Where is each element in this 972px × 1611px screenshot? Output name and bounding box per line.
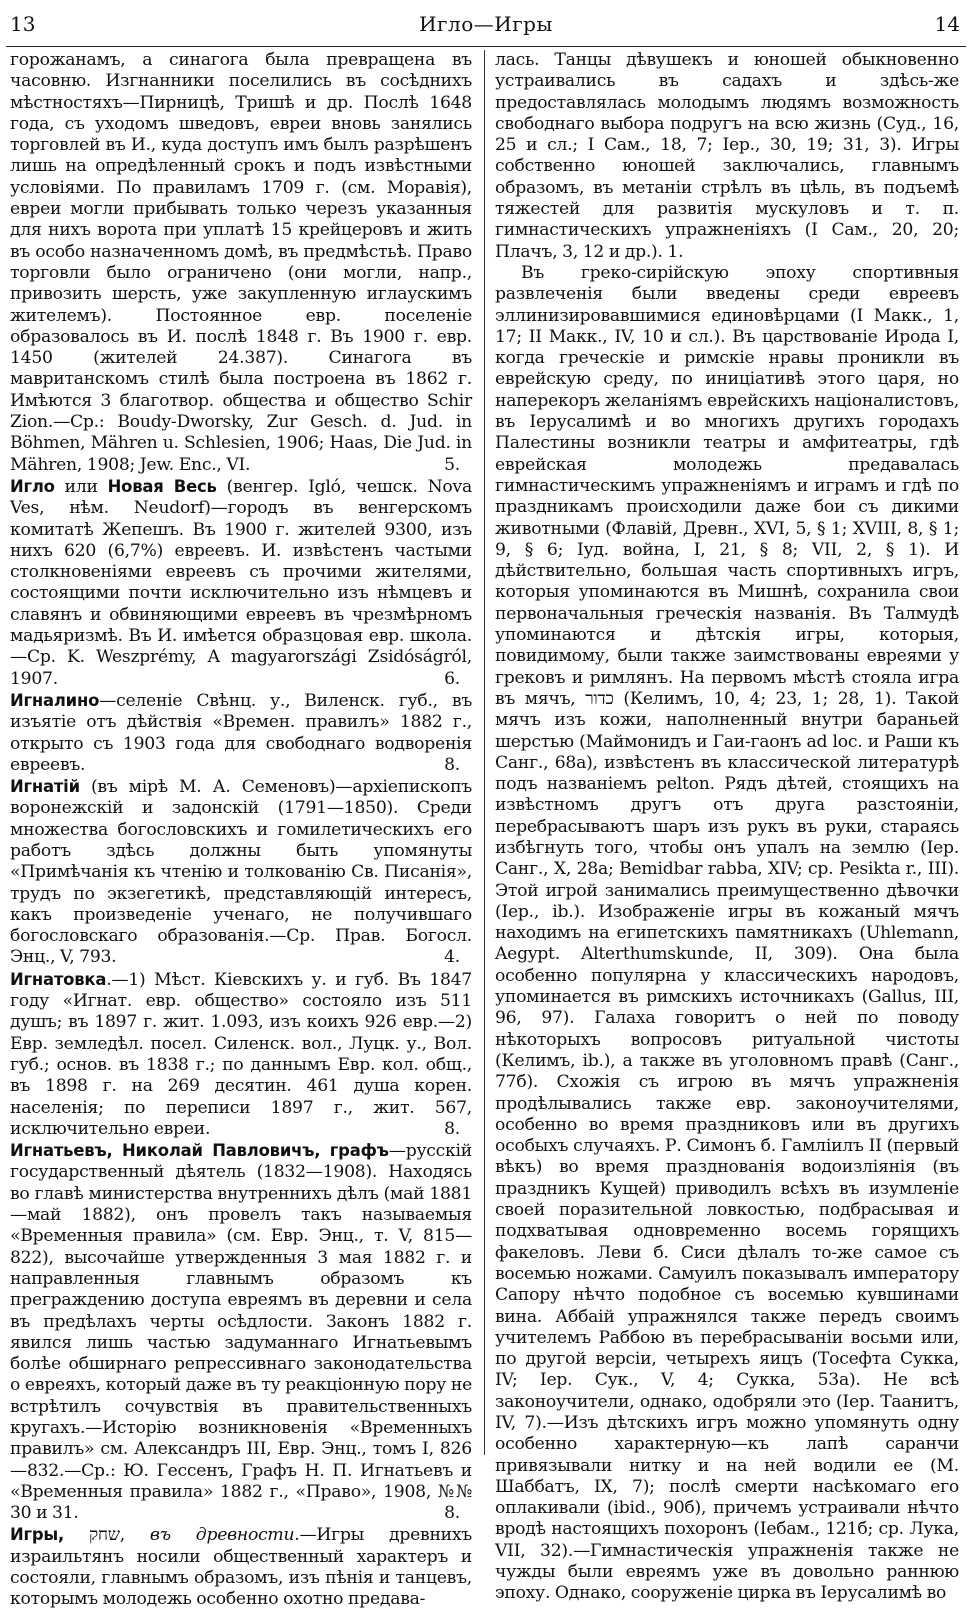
left-column [10,50,472,1610]
page-number-left: 13 [10,12,36,36]
article-ignalino [10,690,472,776]
running-header [0,12,972,42]
article-text: .—Игры древнихъ израильтянъ носили общественный характеръ и состояли, главнымъ образомъ, изъ пѣнія и танцевъ, которымъ молодежь особенно охотно предава- [10,1525,472,1610]
author-mark: 4. [444,947,460,968]
article-iglo [10,476,472,690]
author-mark: 8. [444,1118,460,1139]
headword: Игнатій [10,777,80,797]
author-mark: 8. [444,1503,460,1524]
article-text: (въ мірѣ М. А. Семеновъ)—архіепископъ воронежскій и задонскій (1791—1850). Среди множества богословскихъ и гомилетическихъ его работъ здѣсь должны быть упомянуты «Примѣчанія къ чтенію и толкованію Св. Писанія», трудъ по экзегетикѣ, представляющій интересъ, какъ произведеніе ученаго, не получившаго богословскаго образованія.—Ср. Прав. Богосл. Энц., V, 793. [10,777,472,968]
column-divider [484,50,485,1455]
author-mark: 5. [444,454,460,475]
article-text: (венгер. Igló, чешск. Nova Ves, нѣм. Neudorf)—городъ въ венгерскомъ комитатѣ Жепешъ. Въ 1900 г. жителей 9300, изъ нихъ 620 (6,7%) евреевъ. И. извѣстенъ частыми столкновеніями евреевъ съ прочими жителями, состоящими почти исключительно изъ нѣмцевъ и славянъ и обвиняющими евреевъ въ чрезмѣрномъ мадьяризмѣ. Въ И. имѣется образцовая евр. школа.—Ср. K. Weszprémy, A magyarországi Zsidóságról, 1907. [10,476,472,689]
header-rule [6,46,966,47]
right-column [495,50,959,1604]
author-mark: 8. [444,754,460,775]
author-mark: 6. [444,668,460,689]
headword: Игналино [10,690,100,710]
headword-variant: Новая Весь [107,476,217,496]
hebrew-term: שחק, [64,1525,150,1546]
page-number-right: 14 [934,12,960,36]
article-ignatovka [10,969,472,1140]
article-text: —селеніе Свѣнц. у., Виленск. губ., въ изъятіе отъ дѣйствія «Времен. правилъ» 1882 г., открыто съ 1903 года для свободнаго водворенія евреевъ. [10,690,472,775]
headword: Игры, [10,1525,65,1545]
headword-connector: или [54,476,108,497]
article-ignatiy [10,776,472,969]
article-text: Въ греко-сирійскую эпоху спортивныя развлеченія были введены среди евреевъ эллинизировавшимися единовѣрцами (I Макк., 1, 17; II Макк., IV, 10 и сл.). Въ царствованіе Ирода I, когда греческіе и римскіе нравы проникли въ еврейскую среду, по иниціативѣ этого царя, но наперекоръ желаніямъ еврейскихъ націоналистовъ, въ Іерусалимѣ и во многихъ другихъ городахъ Палестины возникли театры и амфитеатры, гдѣ еврейская молодежь предавалась гимнастическимъ упражненіямъ и играмъ и гдѣ по праздникамъ происходили даже бои съ дикими животными (Флавій, Древн., XVI, 5, § 1; XVIII, 8, § 1; 9, § 6; Іуд. война, I, 21, § 8; VII, 2, § 1). И дѣйствительно, большая часть спортивныхъ игръ, которыя упоминаются въ Мишнѣ, сохранила свои первоначальныя греческія названія. Въ Талмудѣ упоминаются и дѣтскія игры, которыя, повидимому, были также заимствованы евреями у грековъ и римлянъ. На первомъ мѣстѣ стояла игра въ мячъ, כדור (Келимъ, 10, 4; 23, 1; 28, 1). Такой мячъ изъ кожи, наполненный внутри бараньей шерстью (Маймонидъ и Гаи-гаонъ ad loc. и Раши къ Санг., 68a), извѣстенъ въ классической литературѣ подъ названіемъ pelton. Рядъ дѣтей, стоящихъ на извѣстномъ другъ отъ друга разстояніи, перебрасываютъ шаръ изъ рукъ въ руки, стараясь избѣгнуть того, чтобы онъ упалъ на землю (Іер. Санг., X, 28a; Bemidbar rabba, XIV; ср. Pesikta r., III). Этой игрой занимались преимущественно дѣвочки (Іер., ib.). Изображеніе игры въ кожаный мячъ находимъ на египетскихъ памятникахъ (Uhlemann, Aegypt. Alterthumskunde, II, 309). Она была особенно популярна у классическихъ народовъ, упоминается въ римскихъ источникахъ (Gallus, III, 96, 97). Галаха говоритъ о ней по поводу нѣкоторыхъ вопросовъ ритуальной чистоты (Келимъ, ib.), а также въ уголовномъ правѣ (Санг., 77б). Схожія съ игрою въ мячъ упражненія продѣлывались также евр. законоучителями, особенно во время праздниковъ или въ другихъ особыхъ случаяхъ. Р. Симонъ б. Гамліилъ II (первый вѣкъ) во время празднованія водоизліянія (въ праздникъ Кущей) приводилъ всѣхъ въ изумленіе своей поразительной ловкостью, подбрасывая и подхватывая одновременно восемь горящихъ факеловъ. Леви б. Сиси дѣлалъ то-же самое съ восемью ножами. Самуилъ показывалъ императору Сапору нѣчто подобное съ восемью кувшинами вина. Аббаій упражнялся также передъ своимъ учителемъ Раббою въ перебрасываніи восьми или, по другой версіи, четырехъ яицъ (Тосефта Сукка, IV; Іер. Сук., V, 4; Сукка, 53а). Не всѣ законоучители, однако, одобряли это (Іер. Таанитъ, IV, 7).—Изъ дѣтскихъ игръ можно упомянуть одну особенно характерную—къ лапѣ саранчи привязывали нитку и на ней водили ее (М. Шаббатъ, IX, 7); послѣ смерти насѣкомаго его оплакивали (ibid., 90б), причемъ устраивали нѣчто вродѣ настоящихъ похоронъ (Iебам., 121б; ср. Лука, VII, 32).—Гимнастическія упражненія также не чужды были евреямъ уже въ довольно раннюю эпоху. Однако, сооруженіе цирка въ Іерусалимѣ во [495,262,959,1604]
headword: Игнатовка [10,969,107,989]
article-text: .—1) Мѣст. Кіевскихъ у. и губ. Въ 1847 году «Игнат. евр. общество» состояло изъ 511 душъ; въ 1897 г. жит. 1.093, изъ коихъ 926 евр.—2) Евр. земледѣл. посел. Силенск. вол., Луцк. у., Вол. губ.; основ. въ 1838 г.; по даннымъ Евр. кол. общ., въ 1898 г. на 269 десятин. 461 душа корен. населенія; по переписи 1897 г., жит. 567, исключительно евреи. [10,969,472,1139]
article-text: горожанамъ, а синагога была превращена въ часовню. Изгнанники поселились въ сосѣднихъ мѣстностяхъ—Пирницѣ, Тришѣ и др. Послѣ 1648 года, съ уходомъ шведовъ, евреи вновь занялись торговлей въ И., куда доступъ имъ былъ разрѣшенъ лишь на опредѣленный срокъ и подъ извѣстными условіями. По правиламъ 1709 г. (см. Моравія), евреи могли прибывать только черезъ указанныя для нихъ ворота при уплатѣ 15 крейцеровъ и жить въ особо назначенномъ домѣ, въ предмѣстьѣ. Право торговли было ограничено (они могли, напр., привозить шерсть, уже закупленную иглаускимъ жителемъ). Постоянное евр. поселеніе образовалось въ И. послѣ 1848 г. Въ 1900 г. евр. 1450 (жителей 24.387). Синагога въ мавританскомъ стилѣ была построена въ 1862 г. Имѣются 3 благотвор. общества и общество Schir Zion.—Ср.: Boudy-Dworsky, Zur Gesch. d. Jud. in Böhmen, Mähren u. Schlesien, 1906; Haas, Die Jud. in Mähren, 1908; Jew. Enc., VI. [10,50,472,475]
article-continuation [10,50,472,476]
running-title: Игло—Игры [419,12,553,36]
article-text: —русскій государственный дѣятель (1832—1908). Находясь во главѣ министерства внутреннихъ дѣлъ (май 1881—май 1882), онъ провелъ такъ называемыя «Временныя правила» (см. Евр. Энц., т. V, 815—822), высочайше утвержденныя 3 мая 1882 г. и направленныя главнымъ образомъ къ преграждению доступа евреямъ въ деревни и села въ предѣлахъ черты осѣдлости. Законъ 1882 г. явился лишь частью задуманнаго Игнатьевымъ болѣе обширнаго репрессивнаго законодательства о евреяхъ, который даже въ ту реакціонную пору не встрѣтилъ сочувствія въ правительственныхъ кругахъ.—Исторію возникновенія «Временныхъ правилъ» см. Александръ III, Евр. Энц., томъ I, 826—832.—Ср.: Ю. Гессенъ, Графъ Н. П. Игнатьевъ и «Временныя правила» 1882 г., «Право», 1908, №№ 30 и 31. [10,1141,472,1524]
article-igry-continued [495,50,959,263]
subtitle-italic: въ древности [149,1525,295,1546]
article-ignatiev [10,1140,472,1524]
article-igry-section-2 [495,263,959,1605]
headword: Игнатьевъ, Николай Павловичъ, графъ [10,1141,389,1161]
article-igry [10,1524,472,1610]
headword: Игло [10,476,55,496]
article-text: лась. Танцы дѣвушекъ и юношей обыкновенно устраивались въ садахъ и здѣсь-же предоставлялась молодымъ людямъ возможность свободнаго выбора подругъ на всю жизнь (Суд., 16, 25 и сл.; I Сам., 18, 7; Іер., 30, 19; 31, 3). Игры собственно юношей заключались, главнымъ образомъ, въ метаніи стрѣлъ въ цѣль, въ подъемѣ тяжестей для развитія мускуловъ и т. п. гимнастическихъ упражненіяхъ (I Сам., 20, 20; Плачъ, 3, 12 и др.). 1. [495,50,959,262]
